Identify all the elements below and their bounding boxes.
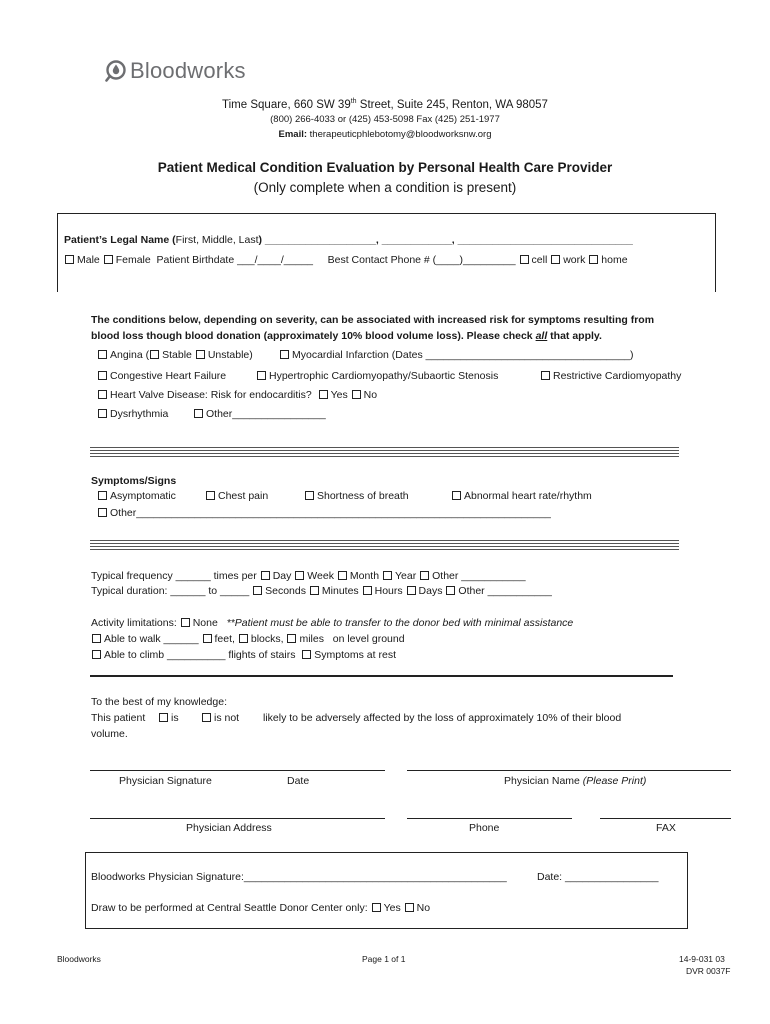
feet-checkbox[interactable] bbox=[203, 634, 212, 643]
home-checkbox[interactable] bbox=[589, 255, 598, 264]
is-checkbox[interactable] bbox=[159, 713, 168, 722]
chf-item: Congestive Heart Failure bbox=[97, 370, 226, 382]
patient-name-line[interactable]: Patient’s Legal Name (First, Middle, Last) ___________________, ____________, ______________________________ bbox=[64, 234, 633, 246]
physician-name-line[interactable] bbox=[407, 770, 731, 771]
seconds-checkbox[interactable] bbox=[253, 586, 262, 595]
day-checkbox[interactable] bbox=[261, 571, 270, 580]
physician-address-line[interactable] bbox=[90, 818, 385, 819]
physician-name-label: Physician Name (Please Print) bbox=[504, 775, 647, 787]
asymptomatic-item: Asymptomatic bbox=[97, 490, 176, 502]
chest-pain-item: Chest pain bbox=[205, 490, 268, 502]
draw-location-row: Draw to be performed at Central Seattle Donor Center only: Yes No bbox=[91, 902, 431, 914]
symptoms-rest-checkbox[interactable] bbox=[302, 650, 311, 659]
valve-no-checkbox[interactable] bbox=[352, 390, 361, 399]
year-checkbox[interactable] bbox=[383, 571, 392, 580]
bloodworks-signature-field[interactable]: Bloodworks Physician Signature:_____________________________________________ bbox=[91, 871, 507, 883]
divider bbox=[90, 546, 679, 550]
blocks-checkbox[interactable] bbox=[239, 634, 248, 643]
abnormal-hr-item: Abnormal heart rate/rhythm bbox=[451, 490, 592, 502]
male-checkbox[interactable] bbox=[65, 255, 74, 264]
form-title: Patient Medical Condition Evaluation by Personal Health Care Provider bbox=[157, 160, 613, 175]
page-number: Page 1 of 1 bbox=[362, 954, 406, 964]
angina-checkbox[interactable] bbox=[98, 350, 107, 359]
knowledge-line: To the best of my knowledge: bbox=[91, 696, 227, 708]
birthdate-field[interactable]: Patient Birthdate ___/____/_____ bbox=[156, 254, 314, 266]
contact-phone-field[interactable]: Best Contact Phone # (____)_________ bbox=[327, 254, 516, 266]
this-patient-label: This patient bbox=[91, 712, 146, 724]
conditions-intro-2: blood loss though blood donation (approximately 10% blood volume loss). Please check all that apply. bbox=[91, 330, 602, 342]
asymptomatic-checkbox[interactable] bbox=[98, 491, 107, 500]
none-checkbox[interactable] bbox=[181, 618, 190, 627]
draw-yes-checkbox[interactable] bbox=[372, 903, 381, 912]
hours-checkbox[interactable] bbox=[363, 586, 372, 595]
symptom-other-checkbox[interactable] bbox=[98, 508, 107, 517]
patient-details-line: Male Female Patient Birthdate ___/____/_____ Best Contact Phone # (____)_________ cell work home bbox=[64, 254, 628, 266]
symptoms-heading: Symptoms/Signs bbox=[91, 475, 177, 487]
fax-label: FAX bbox=[656, 822, 676, 834]
form-number: 14-9-031 03 bbox=[679, 954, 725, 964]
fax-line[interactable] bbox=[600, 818, 731, 819]
duration-other-checkbox[interactable] bbox=[446, 586, 455, 595]
address: Time Square, 660 SW 39th Street, Suite 245, Renton, WA 98057 bbox=[222, 98, 548, 111]
chf-checkbox[interactable] bbox=[98, 371, 107, 380]
physician-address-label: Physician Address bbox=[186, 822, 272, 834]
valve-item: Heart Valve Disease: Risk for endocarditis? Yes No bbox=[97, 389, 377, 401]
dysrhythmia-checkbox[interactable] bbox=[98, 409, 107, 418]
miles-checkbox[interactable] bbox=[287, 634, 296, 643]
freq-other-checkbox[interactable] bbox=[420, 571, 429, 580]
female-checkbox[interactable] bbox=[104, 255, 113, 264]
is-not-checkbox[interactable] bbox=[202, 713, 211, 722]
physician-signature-label: Physician Signature bbox=[119, 775, 212, 787]
sob-item: Shortness of breath bbox=[304, 490, 409, 502]
is-not-item: is not bbox=[201, 712, 239, 724]
cell-checkbox[interactable] bbox=[520, 255, 529, 264]
volume-text: volume. bbox=[91, 728, 128, 740]
rcm-item: Restrictive Cardiomyopathy bbox=[540, 370, 681, 382]
divider bbox=[90, 453, 679, 457]
days-checkbox[interactable] bbox=[407, 586, 416, 595]
walk-row: Able to walk ______ feet, blocks, miles on level ground bbox=[91, 633, 405, 645]
symptom-other-item: Other_______________________________________________________________________ bbox=[97, 507, 551, 519]
condition-other-checkbox[interactable] bbox=[194, 409, 203, 418]
valve-yes-checkbox[interactable] bbox=[319, 390, 328, 399]
hcm-checkbox[interactable] bbox=[257, 371, 266, 380]
email: Email: therapeuticphlebotomy@bloodworksnw.org bbox=[278, 129, 492, 140]
stable-checkbox[interactable] bbox=[150, 350, 159, 359]
climb-checkbox[interactable] bbox=[92, 650, 101, 659]
phone-line[interactable] bbox=[407, 818, 572, 819]
chest-pain-checkbox[interactable] bbox=[206, 491, 215, 500]
phone-fax: (800) 266-4033 or (425) 453-5098 Fax (425) 251-1977 bbox=[270, 114, 500, 125]
likely-text: likely to be adversely affected by the loss of approximately 10% of their blood bbox=[263, 712, 622, 724]
rcm-checkbox[interactable] bbox=[541, 371, 550, 380]
frequency-row: Typical frequency ______ times per Day Week Month Year Other ___________ bbox=[91, 570, 526, 582]
unstable-checkbox[interactable] bbox=[196, 350, 205, 359]
condition-other-item: Other________________ bbox=[193, 408, 326, 420]
walk-checkbox[interactable] bbox=[92, 634, 101, 643]
hcm-item: Hypertrophic Cardiomyopathy/Subaortic Stenosis bbox=[256, 370, 498, 382]
duration-row: Typical duration: ______ to _____ Seconds Minutes Hours Days Other ___________ bbox=[91, 585, 552, 597]
divider bbox=[90, 675, 673, 677]
divider bbox=[90, 540, 679, 544]
patient-info-box bbox=[57, 213, 716, 292]
conditions-intro-1: The conditions below, depending on severity, can be associated with increased risk for symptoms resulting from bbox=[91, 314, 655, 326]
abnormal-hr-checkbox[interactable] bbox=[452, 491, 461, 500]
phone-label: Phone bbox=[469, 822, 500, 834]
valve-checkbox[interactable] bbox=[98, 390, 107, 399]
mi-row: Myocardial Infarction (Dates ___________________________________) bbox=[279, 349, 634, 361]
draw-no-checkbox[interactable] bbox=[405, 903, 414, 912]
divider bbox=[90, 447, 679, 451]
sob-checkbox[interactable] bbox=[305, 491, 314, 500]
angina-row: Angina ( Stable Unstable) bbox=[97, 349, 253, 361]
activity-row: Activity limitations: None **Patient must be able to transfer to the donor bed with minimal assistance bbox=[91, 617, 574, 629]
form-subtitle: (Only complete when a condition is present) bbox=[253, 180, 517, 195]
logo-text: Bloodworks bbox=[130, 58, 246, 83]
week-checkbox[interactable] bbox=[295, 571, 304, 580]
is-item: is bbox=[158, 712, 179, 724]
minutes-checkbox[interactable] bbox=[310, 586, 319, 595]
date-label: Date bbox=[287, 775, 310, 787]
climb-row: Able to climb __________ flights of stairs Symptoms at rest bbox=[91, 649, 396, 661]
magnifier-drop-icon bbox=[104, 59, 128, 83]
form-code: DVR 0037F bbox=[686, 966, 731, 976]
work-checkbox[interactable] bbox=[551, 255, 560, 264]
bloodworks-logo bbox=[104, 58, 246, 84]
bloodworks-date-field[interactable]: Date: ________________ bbox=[537, 871, 659, 883]
footer-left: Bloodworks bbox=[57, 954, 101, 964]
physician-signature-line[interactable] bbox=[90, 770, 385, 771]
month-checkbox[interactable] bbox=[338, 571, 347, 580]
mi-checkbox[interactable] bbox=[280, 350, 289, 359]
bloodworks-physician-box bbox=[85, 852, 688, 929]
dysrhythmia-item: Dysrhythmia bbox=[97, 408, 168, 420]
